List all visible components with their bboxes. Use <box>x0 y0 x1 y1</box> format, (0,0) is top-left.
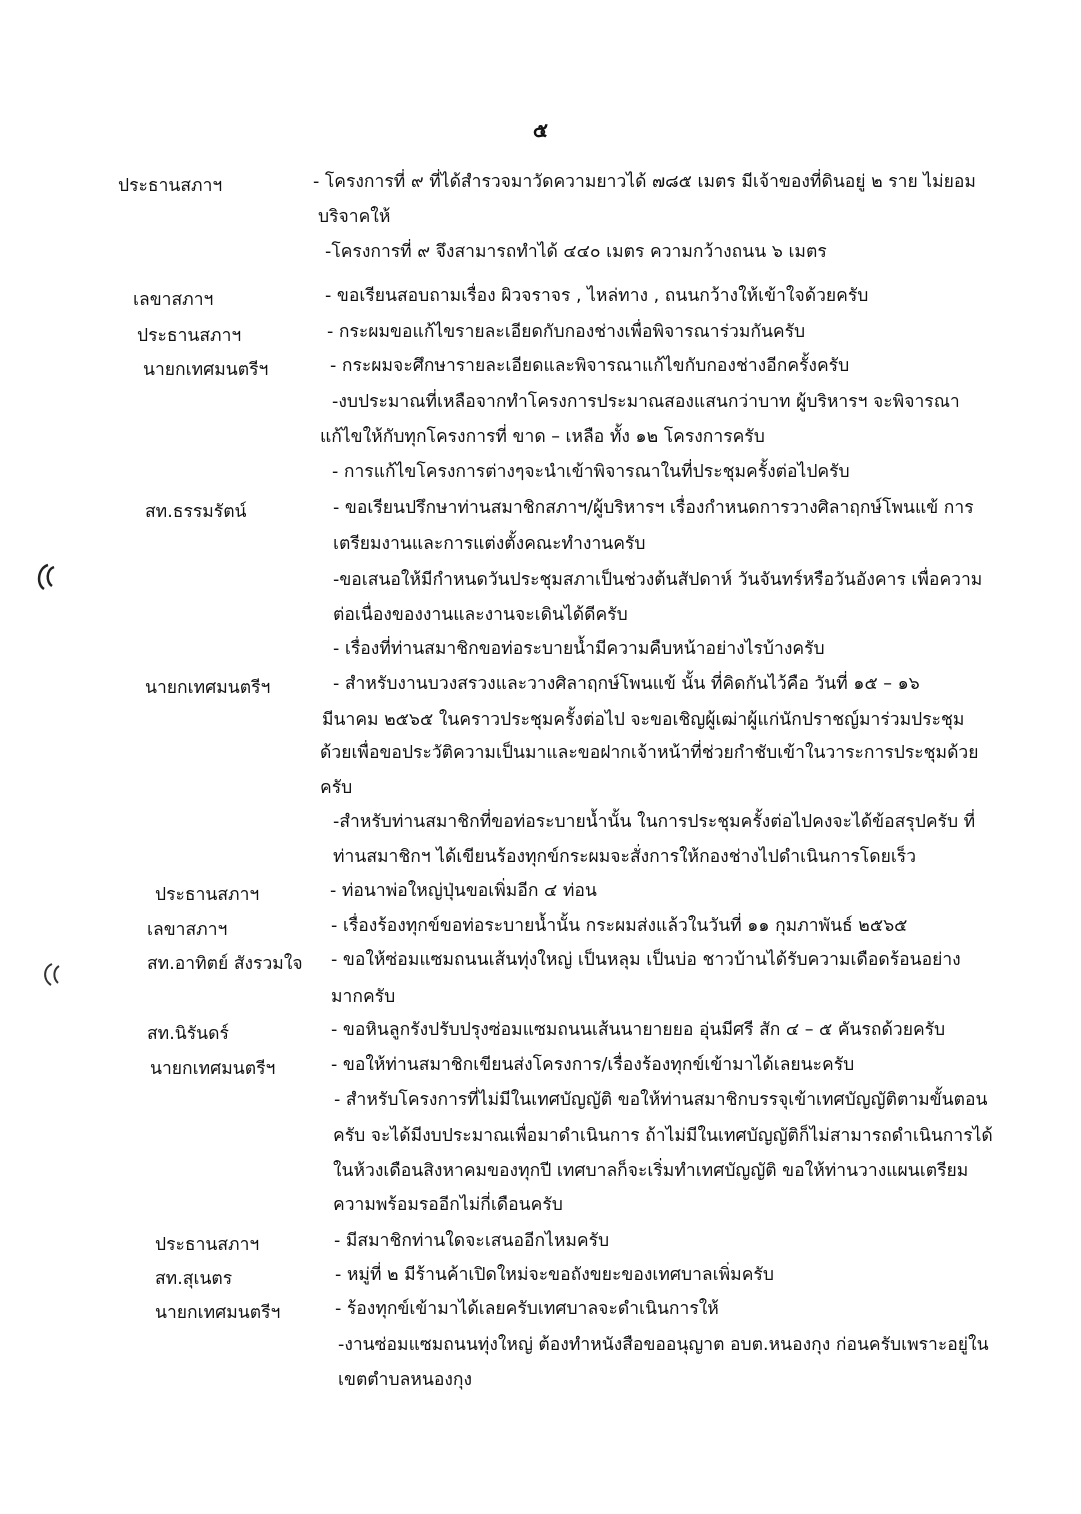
statement-line: ครับ <box>320 778 353 798</box>
speaker-name: ประธานสภาฯ <box>137 326 242 346</box>
statement-line: - ร้องทุกข์เข้ามาได้เลยครับเทศบาลจะดำเนินการให้ <box>335 1299 719 1319</box>
statement-line: เขตตำบลหนองกุง <box>338 1370 473 1390</box>
statement-line: - กระผมขอแก้ไขรายละเอียดกับกองช่างเพื่อพิจารณาร่วมกันครับ <box>327 322 806 342</box>
statement-line: - ขอหินลูกรังปรับปรุงซ่อมแซมถนนเส้นนายายยอ อุ่นมีศรี สัก ๔ – ๕ คันรถด้วยครับ <box>331 1020 946 1040</box>
statement-line: แก้ไขให้กับทุกโครงการที่ ขาด – เหลือ ทั้ง ๑๒ โครงการครับ <box>320 427 765 447</box>
binder-hole-mark-bottom <box>40 960 66 990</box>
statement-line: ต่อเนื่องของงานและงานจะเดินได้ดีครับ <box>333 605 628 625</box>
speaker-name: สท.สุเนตร <box>155 1269 233 1289</box>
binder-hole-mark-top <box>34 562 60 592</box>
statement-line: ครับ จะได้มีงบประมาณเพื่อมาดำเนินการ ถ้าไม่มีในเทศบัญญัติก็ไม่สามารถดำเนินการได้ <box>333 1126 993 1146</box>
statement-line: - ขอเรียนปรึกษาท่านสมาชิกสภาฯ/ผู้บริหารฯ เรื่องกำหนดการวางศิลาฤกษ์โพนแข้ การ <box>333 498 974 518</box>
speaker-name: นายกเทศมนตรีฯ <box>150 1059 276 1079</box>
page-number: ๕ <box>532 118 549 142</box>
statement-line: เตรียมงานและการแต่งตั้งคณะทำงานครับ <box>333 534 646 554</box>
statement-line: -ขอเสนอให้มีกำหนดวันประชุมสภาเป็นช่วงต้นสัปดาห์ วันจันทร์หรือวันอังคาร เพื่อความ <box>333 570 983 590</box>
statement-line: -โครงการที่ ๙ จึงสามารถทำได้ ๔๔๐ เมตร ความกว้างถนน ๖ เมตร <box>325 242 827 262</box>
statement-line: - มีสมาชิกท่านใดจะเสนออีกไหมครับ <box>334 1231 610 1251</box>
statement-line: - หมู่ที่ ๒ มีร้านค้าเปิดใหม่จะขอถังขยะของเทศบาลเพิ่มครับ <box>335 1265 774 1285</box>
statement-line: - สำหรับงานบวงสรวงและวางศิลาฤกษ์โพนแข้ นั้น ที่คิดกันไว้คือ วันที่ ๑๕ – ๑๖ <box>333 674 920 694</box>
statement-line: มีนาคม ๒๕๖๕ ในคราวประชุมครั้งต่อไป จะขอเชิญผู้เฒ่าผู้แก่นักปราชญ์มาร่วมประชุม <box>322 710 965 730</box>
statement-line: ท่านสมาชิกฯ ได้เขียนร้องทุกข์กระผมจะสั่งการให้กองช่างไปดำเนินการโดยเร็ว <box>333 847 917 867</box>
statement-line: - ขอเรียนสอบถามเรื่อง ผิวจราจร , ไหล่ทาง , ถนนกว้างให้เข้าใจด้วยครับ <box>325 286 869 306</box>
statement-line: -งานซ่อมแซมถนนทุ่งใหญ่ ต้องทำหนังสือขออนุญาต อบต.หนองกุง ก่อนครับเพราะอยู่ใน <box>338 1335 989 1355</box>
statement-line: -งบประมาณที่เหลือจากทำโครงการประมาณสองแสนกว่าบาท ผู้บริหารฯ จะพิจารณา <box>332 392 960 412</box>
statement-line: - เรื่องที่ท่านสมาชิกขอท่อระบายน้ำมีความคืบหน้าอย่างไรบ้างครับ <box>333 639 825 659</box>
statement-line: มากครับ <box>331 987 396 1007</box>
speaker-name: นายกเทศมนตรีฯ <box>155 1303 281 1323</box>
speaker-name: สท.นิรันดร์ <box>147 1024 229 1044</box>
speaker-name: ประธานสภาฯ <box>155 885 260 905</box>
statement-line: - กระผมจะศึกษารายละเอียดและพิจารณาแก้ไขกับกองช่างอีกครั้งครับ <box>330 356 850 376</box>
speaker-name: นายกเทศมนตรีฯ <box>143 360 269 380</box>
speaker-name: สท.อาทิตย์ สังรวมใจ <box>147 954 303 974</box>
statement-line: - โครงการที่ ๙ ที่ได้สำรวจมาวัดความยาวได้ ๗๘๕ เมตร มีเจ้าของที่ดินอยู่ ๒ ราย ไม่ยอม <box>313 172 976 192</box>
speaker-name: ประธานสภาฯ <box>155 1235 260 1255</box>
statement-line: ด้วยเพื่อขอประวัติความเป็นมาและขอฝากเจ้าหน้าที่ช่วยกำชับเข้าในวาระการประชุมด้วย <box>320 743 979 763</box>
speaker-name: สท.ธรรมรัตน์ <box>145 502 247 522</box>
statement-line: - ขอให้ท่านสมาชิกเขียนส่งโครงการ/เรื่องร้องทุกข์เข้ามาได้เลยนะครับ <box>331 1055 855 1075</box>
speaker-name: เลขาสภาฯ <box>133 290 214 310</box>
statement-line: - เรื่องร้องทุกข์ขอท่อระบายน้ำนั้น กระผมส่งแล้วในวันที่ ๑๑ กุมภาพันธ์ ๒๕๖๕ <box>331 916 908 936</box>
statement-line: - ท่อนาพ่อใหญ่ปุ่นขอเพิ่มอีก ๔ ท่อน <box>330 881 597 901</box>
statement-line: ความพร้อมรออีกไม่กี่เดือนครับ <box>333 1195 563 1215</box>
statement-line: - การแก้ไขโครงการต่างๆจะนำเข้าพิจารณาในที่ประชุมครั้งต่อไปครับ <box>332 462 850 482</box>
statement-line: - ขอให้ซ่อมแซมถนนเส้นทุ่งใหญ่ เป็นหลุม เป็นบ่อ ชาวบ้านได้รับความเดือดร้อนอย่าง <box>331 950 961 970</box>
statement-line: - สำหรับโครงการที่ไม่มีในเทศบัญญัติ ขอให้ท่านสมาชิกบรรจุเข้าเทศบัญญัติตามขั้นตอน <box>334 1090 988 1110</box>
speaker-name: ประธานสภาฯ <box>118 176 223 196</box>
speaker-name: นายกเทศมนตรีฯ <box>145 678 271 698</box>
statement-line: ในห้วงเดือนสิงหาคมของทุกปี เทศบาลก็จะเริ่มทำเทศบัญญัติ ขอให้ท่านวางแผนเตรียม <box>333 1161 969 1181</box>
statement-line: บริจาคให้ <box>318 207 391 227</box>
statement-line: -สำหรับท่านสมาชิกที่ขอท่อระบายน้ำนั้น ในการประชุมครั้งต่อไปคงจะได้ข้อสรุปครับ ที่ <box>333 812 976 832</box>
speaker-name: เลขาสภาฯ <box>147 920 228 940</box>
